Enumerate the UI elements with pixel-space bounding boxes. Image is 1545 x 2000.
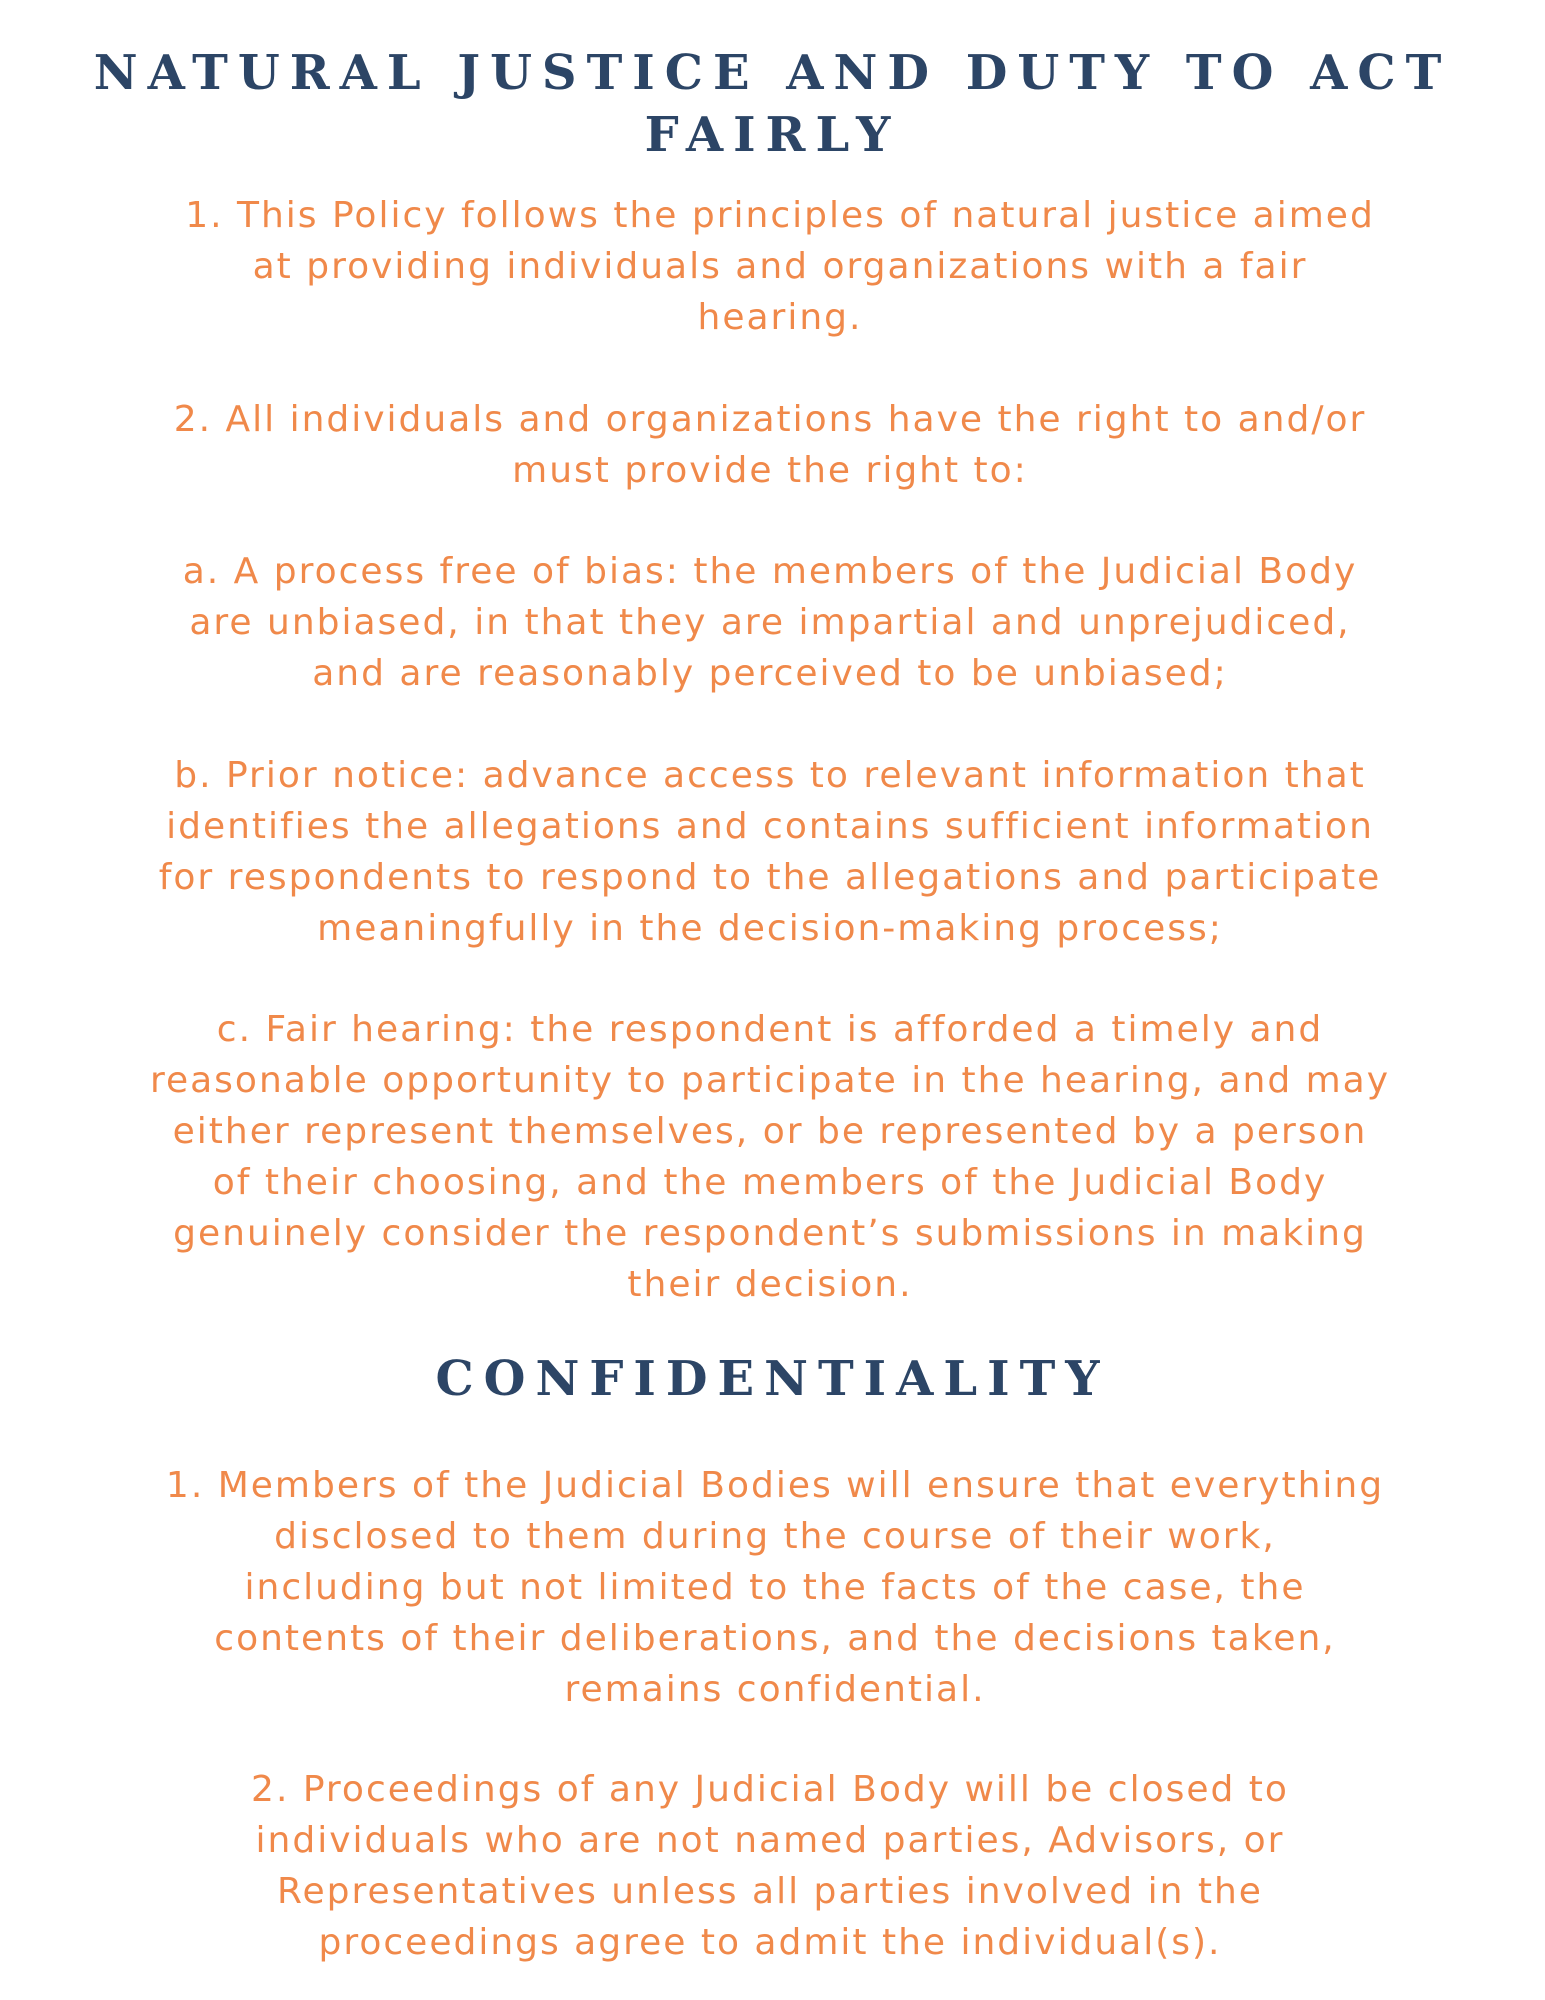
natural-justice-item-c xyxy=(120,1004,1420,1310)
paragraph-line: reasonable opportunity to participate in the hearing, and may xyxy=(149,1060,1391,1101)
paragraph-line: for respondents to respond to the allegations and participate xyxy=(158,857,1382,898)
paragraph-line: meaningfully in the decision-making process; xyxy=(317,908,1223,949)
paragraph-line: contents of their deliberations, and the decisions taken, xyxy=(214,1618,1336,1659)
paragraph-line: including but not limited to the facts of the case, the xyxy=(244,1567,1306,1608)
paragraph-line: a. A process free of bias: the members of the Judicial Body xyxy=(182,551,1358,592)
confidentiality-item-2 xyxy=(180,1764,1360,1968)
paragraph-line: Representatives unless all parties involved in the xyxy=(277,1871,1263,1912)
paragraph-line: disclosed to them during the course of their work, xyxy=(274,1516,1276,1557)
paragraph-line: c. Fair hearing: the respondent is afforded a timely and xyxy=(216,1009,1324,1050)
natural-justice-item-b xyxy=(130,750,1410,954)
heading-line: NATURAL JUSTICE AND DUTY TO ACT xyxy=(93,45,1452,101)
paragraph-line: must provide the right to: xyxy=(512,450,1028,491)
natural-justice-item-a xyxy=(140,546,1400,699)
paragraph-line: proceedings agree to admit the individual(s). xyxy=(318,1922,1222,1963)
paragraph-line: either represent themselves, or be represented by a person xyxy=(172,1111,1368,1152)
paragraph-line: 1. Members of the Judicial Bodies will ensure that everything xyxy=(165,1465,1385,1506)
paragraph-line: remains confidential. xyxy=(564,1669,986,1710)
paragraph-line: 2. Proceedings of any Judicial Body will be closed to xyxy=(251,1769,1289,1810)
paragraph-line: are unbiased, in that they are impartial and unprejudiced, xyxy=(189,602,1351,643)
paragraph-line: at providing individuals and organizations with a fair xyxy=(252,246,1308,287)
confidentiality-item-1 xyxy=(140,1460,1410,1715)
natural-justice-heading xyxy=(0,42,1545,166)
paragraph-line: of their choosing, and the members of the Judicial Body xyxy=(212,1162,1328,1203)
paragraph-line: b. Prior notice: advance access to relevant information that xyxy=(174,755,1366,796)
paragraph-line: and are reasonably perceived to be unbiased; xyxy=(312,653,1228,694)
paragraph-line: individuals who are not named parties, Advisors, or xyxy=(255,1820,1285,1861)
paragraph-line: 1. This Policy follows the principles of natural justice aimed xyxy=(185,195,1375,236)
paragraph-line: their decision. xyxy=(627,1264,913,1305)
natural-justice-item-1 xyxy=(150,190,1410,343)
paragraph-line: identifies the allegations and contains sufficient information xyxy=(166,806,1374,847)
paragraph-line: 2. All individuals and organizations have the right to and/or xyxy=(173,399,1367,440)
confidentiality-heading: CONFIDENTIALITY xyxy=(435,1351,1110,1407)
paragraph-line: hearing. xyxy=(697,297,863,338)
heading-line: FAIRLY xyxy=(644,107,901,163)
paragraph-line: genuinely consider the respondent’s submissions in making xyxy=(173,1213,1367,1254)
natural-justice-item-2 xyxy=(150,394,1390,496)
